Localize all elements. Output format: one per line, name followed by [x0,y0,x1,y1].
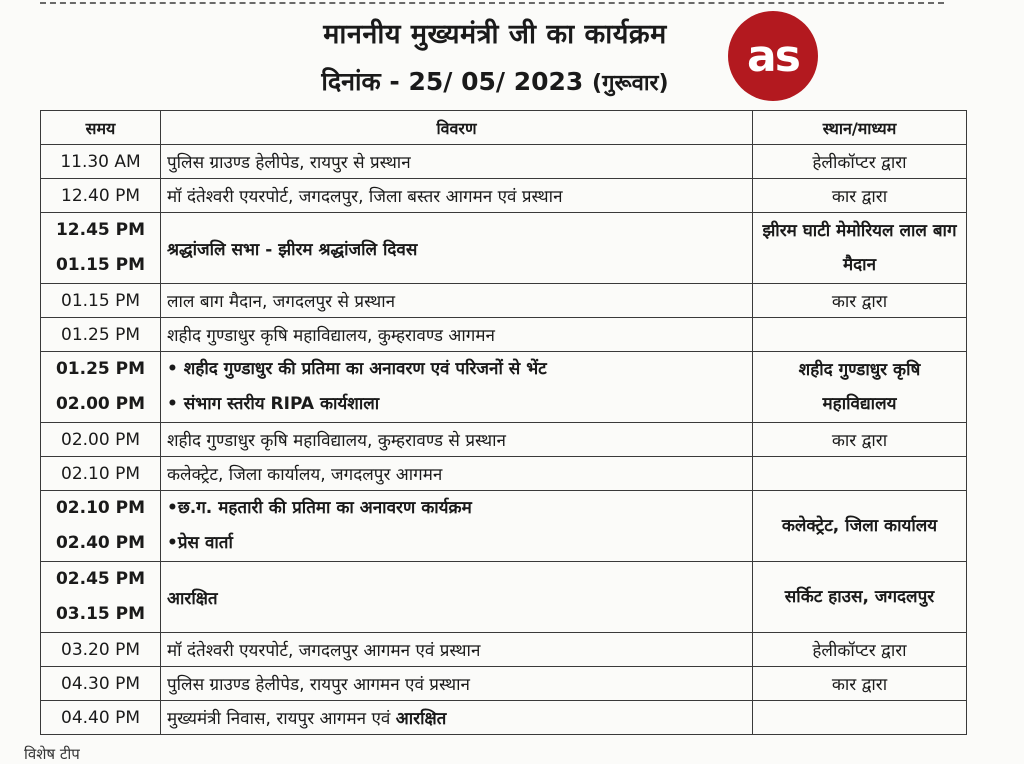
table-row [41,491,967,562]
description-cell: कलेक्ट्रेट, जिला कार्यालय, जगदलपुर आगमन [161,457,753,491]
venue-cell: हेलीकॉप्टर द्वारा [753,145,967,179]
venue-cell: कार द्वारा [753,667,967,701]
publisher-logo: as [728,11,818,101]
description-cell: श्रद्धांजलि सभा - झीरम श्रद्धांजलि दिवस [161,213,753,284]
time-start: 02.45 PM [55,569,146,589]
table-row [41,457,967,491]
venue-cell: कलेक्ट्रेट, जिला कार्यालय [753,491,967,562]
table-row [41,213,967,284]
time-end: 01.15 PM [55,255,146,275]
page-title: माननीय मुख्यमंत्री जी का कार्यक्रम [323,19,667,50]
column-header-time: समय [41,111,161,145]
date-line [260,64,730,98]
table-row [41,318,967,352]
table-row [41,562,967,633]
time-range-cell [41,213,161,284]
description-cell: आरक्षित [161,562,753,633]
venue-cell [753,457,967,491]
time-end: 03.15 PM [55,604,146,624]
venue-cell: कार द्वारा [753,179,967,213]
time-range-cell [41,562,161,633]
table-row [41,284,967,318]
description-cell: मॉ दंतेश्वरी एयरपोर्ट, जगदलपुर, जिला बस्तर आगमन एवं प्रस्थान [161,179,753,213]
venue-cell: सर्किट हाउस, जगदलपुर [753,562,967,633]
time-start: 12.45 PM [55,220,146,240]
description-cell: पुलिस ग्राउण्ड हेलीपेड, रायपुर आगमन एवं प्रस्थान [161,667,753,701]
time-cell: 03.20 PM [41,633,161,667]
description-cell: शहीद गुण्डाधुर कृषि महाविद्यालय, कुम्हरावण्ड आगमन [161,318,753,352]
time-cell: 11.30 AM [41,145,161,179]
schedule-table [40,110,967,735]
table-row [41,145,967,179]
description-cell: शहीद गुण्डाधुर कृषि महाविद्यालय, कुम्हरावण्ड से प्रस्थान [161,423,753,457]
column-header-venue: स्थान/माध्यम [753,111,967,145]
table-row [41,633,967,667]
time-end: 02.00 PM [55,394,146,414]
time-cell: 01.25 PM [41,318,161,352]
top-divider [40,2,944,4]
venue-cell: कार द्वारा [753,284,967,318]
day-text: (गुरूवार) [592,71,669,96]
description-cell [161,701,753,735]
table-row [41,423,967,457]
description-bold-text: आरक्षित [395,709,447,729]
venue-cell [753,318,967,352]
time-cell: 01.15 PM [41,284,161,318]
bullet-item: •छ.ग. महतारी की प्रतिमा का अनावरण कार्यक्रम [167,498,472,518]
table-row [41,667,967,701]
time-cell: 12.40 PM [41,179,161,213]
description-text: मुख्यमंत्री निवास, रायपुर आगमन एवं [167,709,391,729]
time-range-cell [41,352,161,423]
table-header-row [41,111,967,145]
time-cell: 02.10 PM [41,457,161,491]
bullet-item: • संभाग स्तरीय RIPA कार्यशाला [167,394,380,414]
venue-cell: हेलीकॉप्टर द्वारा [753,633,967,667]
venue-cell [753,701,967,735]
time-cell: 02.00 PM [41,423,161,457]
description-cell: मॉ दंतेश्वरी एयरपोर्ट, जगदलपुर आगमन एवं प्रस्थान [161,633,753,667]
time-cell: 04.40 PM [41,701,161,735]
description-cell: पुलिस ग्राउण्ड हेलीपेड, रायपुर से प्रस्थान [161,145,753,179]
footer-note: विशेष टीप [24,745,80,763]
bullet-item: • शहीद गुण्डाधुर की प्रतिमा का अनावरण एवं परिजनों से भेंट [167,359,547,379]
table-row [41,701,967,735]
column-header-description: विवरण [161,111,753,145]
time-end: 02.40 PM [55,533,146,553]
time-start: 02.10 PM [55,498,146,518]
description-cell [161,491,753,562]
venue-cell: कार द्वारा [753,423,967,457]
time-start: 01.25 PM [55,359,146,379]
table-row [41,179,967,213]
time-cell: 04.30 PM [41,667,161,701]
time-range-cell [41,491,161,562]
table-row [41,352,967,423]
description-cell [161,352,753,423]
bullet-item: •प्रेस वार्ता [167,533,233,553]
venue-cell: झीरम घाटी मेमोरियल लाल बाग मैदान [753,213,967,284]
date-text: दिनांक - 25/ 05/ 2023 [321,67,584,96]
description-cell: लाल बाग मैदान, जगदलपुर से प्रस्थान [161,284,753,318]
venue-cell: शहीद गुण्डाधुर कृषि महाविद्यालय [753,352,967,423]
